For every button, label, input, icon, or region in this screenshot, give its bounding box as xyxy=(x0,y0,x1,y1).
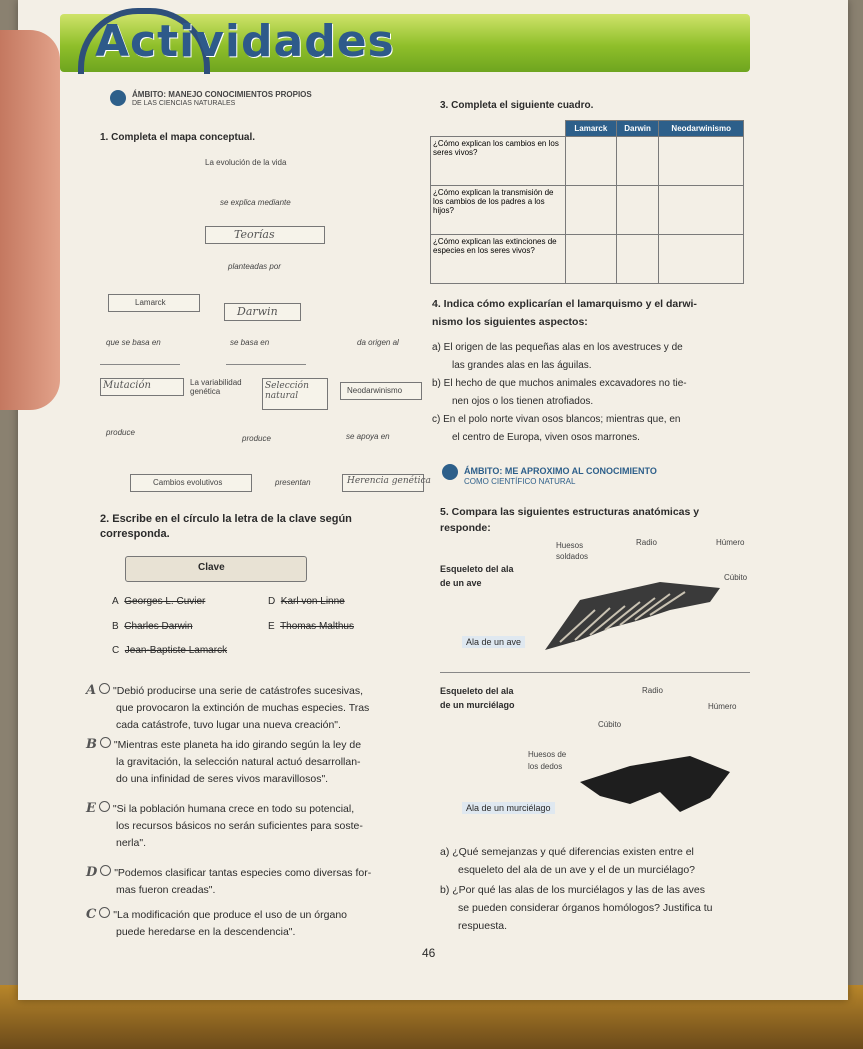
node-evolucion: La evolución de la vida xyxy=(205,158,287,167)
table-cell[interactable] xyxy=(659,186,744,235)
bat-wing-image xyxy=(570,752,740,822)
q5-title-2: responde: xyxy=(440,522,491,534)
q2-item-2[interactable]: B "Mientras este planeta ha ido girando según la ley de la gravitación, la selección natural actuó desarrollan- do una infinidad de seres vivos maravillosos". xyxy=(86,737,362,785)
bird-wing-caption: Ala de un ave xyxy=(462,636,525,648)
divider xyxy=(440,672,750,673)
q4-b-2: nen ojos o los tienen atrofiados. xyxy=(452,396,594,407)
q2-item-3[interactable]: E "Si la población humana crece en todo su potencial, los recursos básicos no serán suficientes para soste- nerla". xyxy=(86,801,363,849)
ambito-icon xyxy=(110,90,126,106)
q5-b-2: se pueden considerar órganos homólogos? Justifica tu xyxy=(458,902,713,914)
q2-item-1[interactable]: A "Debió producirse una serie de catástrofes sucesivas, que provocaron la extinción de muchas especies. Tras cada catástrofe, tuvo lugar una nueva creación". xyxy=(86,683,370,731)
bird-humero: Húmero xyxy=(716,538,745,547)
bird-radio: Radio xyxy=(636,538,657,547)
q4-title: 4. Indica cómo explicarían el lamarquismo y el darwi- xyxy=(432,298,697,310)
q5-a-2: esqueleto del ala de un ave y el de un murciélago? xyxy=(458,864,695,876)
blank-box-darwin[interactable] xyxy=(224,303,301,321)
clave-box: Clave xyxy=(125,556,307,582)
q1-title: 1. Completa el mapa conceptual. xyxy=(100,132,256,143)
col-header: Lamarck xyxy=(566,121,617,137)
q4-title-2: nismo los siguientes aspectos: xyxy=(432,316,588,328)
node-neodarwinismo: Neodarwinismo xyxy=(340,382,422,400)
table-cell[interactable] xyxy=(566,235,617,284)
table-cell[interactable] xyxy=(616,186,659,235)
col-header: Neodarwinismo xyxy=(659,121,744,137)
table-cell[interactable] xyxy=(659,235,744,284)
bat-wing-caption: Ala de un murciélago xyxy=(462,802,555,814)
ambito-subheader: DE LAS CIENCIAS NATURALES xyxy=(132,100,236,107)
bat-dedos: los dedos xyxy=(528,762,563,771)
option-d: D Karl von Linne xyxy=(268,596,345,607)
bird-wing-image xyxy=(540,580,730,660)
q4-c-2: el centro de Europa, viven osos marrones. xyxy=(452,432,640,443)
bat-radio: Radio xyxy=(642,686,663,695)
node-produce-1: produce xyxy=(106,428,135,437)
node-cambios: Cambios evolutivos xyxy=(130,474,252,492)
bat-label-2: de un murciélago xyxy=(440,700,515,710)
q2-title: 2. Escribe en el círculo la letra de la clave según corresponda. xyxy=(100,513,352,540)
bat-humero: Húmero xyxy=(708,702,737,711)
node-se-explica: se explica mediante xyxy=(220,198,291,207)
node-lamarck: Lamarck xyxy=(108,294,200,312)
handwritten-answer: Teorías xyxy=(234,228,275,241)
node-se-basa: se basa en xyxy=(230,338,270,347)
page-title: Actividades xyxy=(95,16,395,67)
node-que-se-basa: que se basa en xyxy=(106,338,161,347)
blank-box-mutacion[interactable] xyxy=(100,378,184,396)
option-e: E Thomas Malthus xyxy=(268,621,354,632)
q2-item-4[interactable]: D "Podemos clasificar tantas especies como diversas for- mas fueron creadas". xyxy=(86,865,372,896)
node-planteadas: planteadas por xyxy=(228,262,281,271)
node-produce-2: produce xyxy=(242,434,271,443)
q3-title: 3. Completa el siguiente cuadro. xyxy=(440,100,594,111)
comparison-table xyxy=(430,120,744,284)
bird-soldados: soldados xyxy=(556,552,589,561)
ambito-2-sub: COMO CIENTÍFICO NATURAL xyxy=(464,477,576,486)
bat-huesos: Huesos de xyxy=(528,750,567,759)
row-header: ¿Cómo explican los cambios en los seres vivos? xyxy=(431,137,566,186)
row-header: ¿Cómo explican las extinciones de especies en los seres vivos? xyxy=(431,235,566,284)
node-da-origen: da origen al xyxy=(357,338,399,347)
table-cell[interactable] xyxy=(616,235,659,284)
q5-title: 5. Compara las siguientes estructuras anatómicas y xyxy=(440,506,700,518)
handwritten-answer: Mutación xyxy=(103,380,151,391)
q2-item-5[interactable]: C "La modificación que produce el uso de un órgano puede heredarse en la descendencia". xyxy=(86,907,348,938)
blank-box-teorias[interactable] xyxy=(205,226,325,244)
q4-c: c) En el polo norte vivan osos blancos; mientras que, en xyxy=(432,414,681,425)
q5-b: b) ¿Por qué las alas de los murciélagos y las de las aves xyxy=(440,884,705,896)
hand-holding-page xyxy=(0,30,60,410)
q5-a: a) ¿Qué semejanzas y qué diferencias existen entre el xyxy=(440,846,694,858)
table-cell[interactable] xyxy=(566,137,617,186)
ambito-header: ÁMBITO: MANEJO CONOCIMIENTOS PROPIOS xyxy=(132,90,312,99)
row-header: ¿Cómo explican la transmisión de los cambios de los padres a los hijos? xyxy=(431,186,566,235)
q4-a-2: las grandes alas en las águilas. xyxy=(452,360,592,371)
node-presentan: presentan xyxy=(275,478,311,487)
node-variabilidad: La variabilidad genética xyxy=(190,378,242,396)
ambito-2: ÁMBITO: ME APROXIMO AL CONOCIMIENTO xyxy=(464,466,657,476)
option-c: C Jean-Baptiste Lamarck xyxy=(112,645,228,656)
q5-b-3: respuesta. xyxy=(458,920,508,932)
node-se-apoya: se apoya en xyxy=(346,432,390,441)
option-b: B Charles Darwin xyxy=(112,621,193,632)
bird-label-2: de un ave xyxy=(440,578,482,588)
bird-label: Esqueleto del ala xyxy=(440,564,514,574)
table-cell[interactable] xyxy=(566,186,617,235)
blank-line xyxy=(226,364,306,365)
handwritten-answer: Selección natural xyxy=(265,381,309,401)
handwritten-answer: Herencia genética xyxy=(347,476,431,486)
blank-line xyxy=(100,364,180,365)
table-cell[interactable] xyxy=(616,137,659,186)
q4-b: b) El hecho de que muchos animales excavadores no tie- xyxy=(432,378,687,389)
q4-a: a) El origen de las pequeñas alas en los avestruces y de xyxy=(432,342,683,353)
page-number: 46 xyxy=(422,946,436,960)
bat-label: Esqueleto del ala xyxy=(440,686,514,696)
ambito-icon-2 xyxy=(442,464,458,480)
bird-cubito: Cúbito xyxy=(724,573,748,582)
table-cell[interactable] xyxy=(659,137,744,186)
blank-box-seleccion[interactable] xyxy=(262,378,328,410)
blank-box-herencia[interactable] xyxy=(342,474,431,492)
handwritten-answer: Darwin xyxy=(237,305,278,318)
bird-huesos: Huesos xyxy=(556,541,584,550)
option-a: A Georges L. Cuvier xyxy=(112,596,206,607)
bat-cubito: Cúbito xyxy=(598,720,622,729)
col-header: Darwin xyxy=(616,121,659,137)
